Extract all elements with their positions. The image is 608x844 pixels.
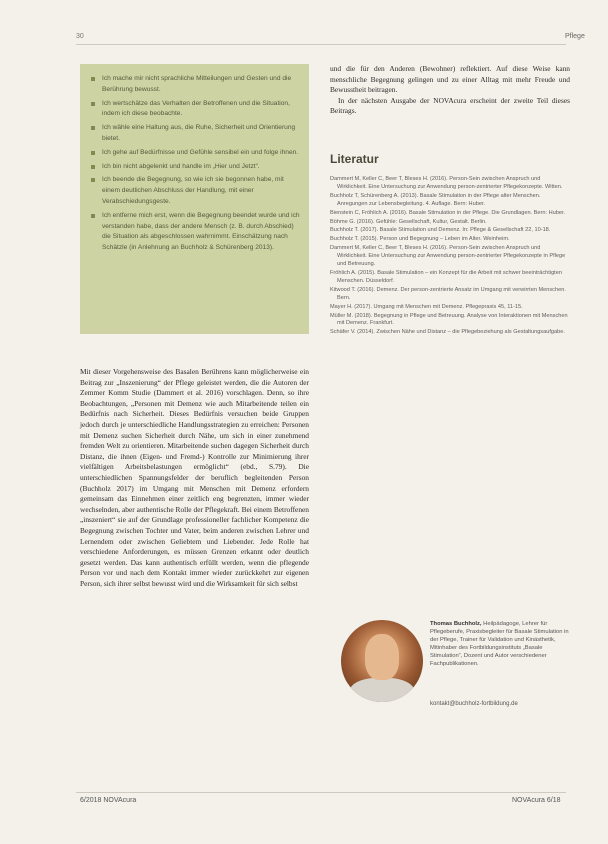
reference-item: Fröhlich A. (2015). Basale Stimulation – ein Konzept für die Arbeit mit schwer beeinträchtigten Menschen. Düsseldorf.: [330, 269, 562, 284]
reference-item: Dammert M, Keller C, Beer T, Bleses H. (2016). Person-Sein zwischen Anspruch und Wirklichkeit. Eine Untersuchung zur Anwendung person-zentrierter Pflegekonzepte. Witten.: [330, 176, 563, 190]
body-paragraph: In der nächsten Ausgabe der NOVAcura erscheint der zweite Teil dieses Beitrags.: [330, 95, 570, 116]
portrait-shirt: [349, 678, 415, 702]
reference-item: Bienstein C, Fröhlich A. (2016). Basale Stimulation in der Pflege. Die Grundlagen. Bern: Huber.: [330, 209, 566, 216]
author-portrait: [341, 620, 423, 702]
body-paragraph: und die für den Anderen (Bewohner) reflektiert. Auf diese Weise kann menschliche Begegnung gelingen und zu einer Alltag mit mehr Freude und Bewusstheit beitragen.: [330, 64, 570, 95]
author-name: Thomas Buchholz,: [430, 621, 482, 627]
left-column: [80, 367, 309, 589]
page-number: 30: [76, 33, 84, 40]
reference-item: Buchholz T. (2015). Person und Begegnung – Leben im Alter. Weinheim.: [330, 236, 510, 243]
reference-item: Dammert M, Keller C, Beer T, Bleses H. (2016). Person-Sein zwischen Anspruch und Wirklichkeit. Eine Untersuchung zur Anwendung person-zentrierter Pflegekonzepte in Pflege und Betreuung.: [330, 245, 566, 268]
author-email[interactable]: kontakt@buchholz-fortbildung.de: [430, 701, 518, 707]
checklist-box: [80, 64, 309, 334]
right-column-text: [330, 64, 570, 117]
checklist-item: Ich wertschätze das Verhalten der Betroffenen und die Situation, indem ich diese beobachte.: [90, 99, 301, 121]
author-description: Heilpädagoge, Lehrer für Pflegeberufe, Praxisbegleiter für Basale Stimulation in der Pflege, Trainer für Validation und Kinästhetik, Mitinhaber des Fortbildungsinstituts „Basale Stimulation“, Dozent und Autor verschiedener Fachpublikationen.: [430, 621, 569, 667]
header-divider: [76, 44, 566, 45]
checklist-item: Ich gehe auf Bedürfnisse und Gefühle sensibel ein und folge ihnen.: [90, 148, 301, 159]
literature-heading: Literatur: [330, 152, 379, 166]
checklist: [90, 74, 301, 254]
reference-item: Mayer H. (2017). Umgang mit Menschen mit Demenz. Pflegepraxis 45, 11-15.: [330, 303, 523, 310]
reference-list: [330, 176, 571, 338]
reference-item: Schäfer V. (2014). Zwischen Nähe und Distanz – die Pflegebeziehung als Gestaltungsaufgabe.: [330, 329, 565, 336]
checklist-item: Ich entferne mich erst, wenn die Begegnung beendet wurde und ich verstanden habe, dass der andere Mensch (z. B. durch Abschied) die Situation als abgeschlossen wahrnimmt. Einschätzung nach Schätzle (in Anlehnung an Buchholz & Schürenberg 2013).: [90, 211, 301, 254]
author-bio: [430, 620, 570, 668]
portrait-face: [365, 634, 399, 680]
checklist-item: Ich wähle eine Haltung aus, die Ruhe, Sicherheit und Orientierung bietet.: [90, 123, 301, 145]
reference-item: Buchholz T. (2017). Basale Stimulation und Demenz. In: Pflege & Gesellschaft 22, 10-18.: [330, 227, 551, 234]
reference-item: Kitwood T. (2016). Demenz. Der person-zentrierte Ansatz im Umgang mit verwirrten Menschen. Bern.: [330, 286, 566, 301]
checklist-item: Ich beende die Begegnung, so wie ich sie begonnen habe, mit einem deutlichen Abschluss der Handlung, mit einer Verabschiedungsgeste.: [90, 175, 301, 207]
checklist-item: Ich mache mir nicht sprachliche Mitteilungen und Gesten und die Berührung bewusst.: [90, 74, 301, 96]
footer-divider: [76, 792, 566, 793]
footer-issue-left: 6/2018 NOVAcura: [80, 797, 137, 804]
reference-item: Müller M. (2018). Begegnung in Pflege und Betreuung. Analyse von Interaktionen mit Menschen mit Demenz. Frankfurt.: [330, 312, 568, 327]
body-paragraph: Mit dieser Vorgehensweise des Basalen Berührens kann möglicherweise ein Beitrag zur „Inszenierung“ der Pflege geleistet werden, die die Autoren der Zemmer Komm Studie (Dammert et al. 2016) vorschlagen. Denn, so ihre Beobachtungen, „Personen mit Demenz wie auch Mitarbeitende teilen ein Bedürfnis nach Sicherheit. Dieses Bedürfnis versuchen beide Gruppen jedoch durch je unterschiedliche Handlungsstrategien zu erreichen: Personen mit Demenz suchen Sicherheit durch Nähe, um sich in einer zunehmend fremden Welt zu orientieren. Mitarbeitende suchen dagegen Sicherheit durch Distanz, die ihnen (Eigen- und Fremd-) Kontrolle zur Minimierung ihrer vielfältigen Arbeitsbelastungen ermöglicht“ (ebd., S.79). Die unterschiedlichen Spannungsfelder der beruflich begleitenden Person (Buchholz 2017) im Umgang mit Menschen mit Demenz erfordern gemeinsam das Einnehmen einer zeitlich eng begrenzten, immer wieder wechselnden, aber authentische Rolle der Pflegekraft. Bei einem Betroffenen „inszeniert“ sie auf der Grundlage professioneller fachlicher Kompetenz die Begegnung zwischen Tochter und Vater, beim anderen zwischen Lehrer und Lernendem oder zwischen Geliebtem und Liebender. Jede Rolle hat verschiedene Anforderungen, es müssen Grenzen erkannt oder deutlich gesetzt werden. Das kann authentisch erfüllt werden, wenn die pflegende Person vor und nach dem Kontakt immer wieder zurückkehrt zur eigenen Person, sich ihrer selbst bewusst wird und die Wirksamkeit für sich selbst: [80, 367, 309, 588]
reference-item: Böhme G. (2016). Gefühle: Gesellschaft, Kultur, Gestalt. Berlin.: [330, 218, 487, 225]
footer-issue-right: NOVAcura 6/18: [512, 797, 561, 804]
section-label: Pflege: [565, 33, 585, 40]
checklist-item: Ich bin nicht abgelenkt und handle im „Hier und Jetzt“.: [90, 162, 301, 173]
reference-item: Buchholz T, Schürenberg A. (2013). Basale Stimulation in der Pflege alter Menschen. Anregungen zur Lebensbegleitung. 4. Auflage. Bern: Huber.: [330, 192, 541, 207]
